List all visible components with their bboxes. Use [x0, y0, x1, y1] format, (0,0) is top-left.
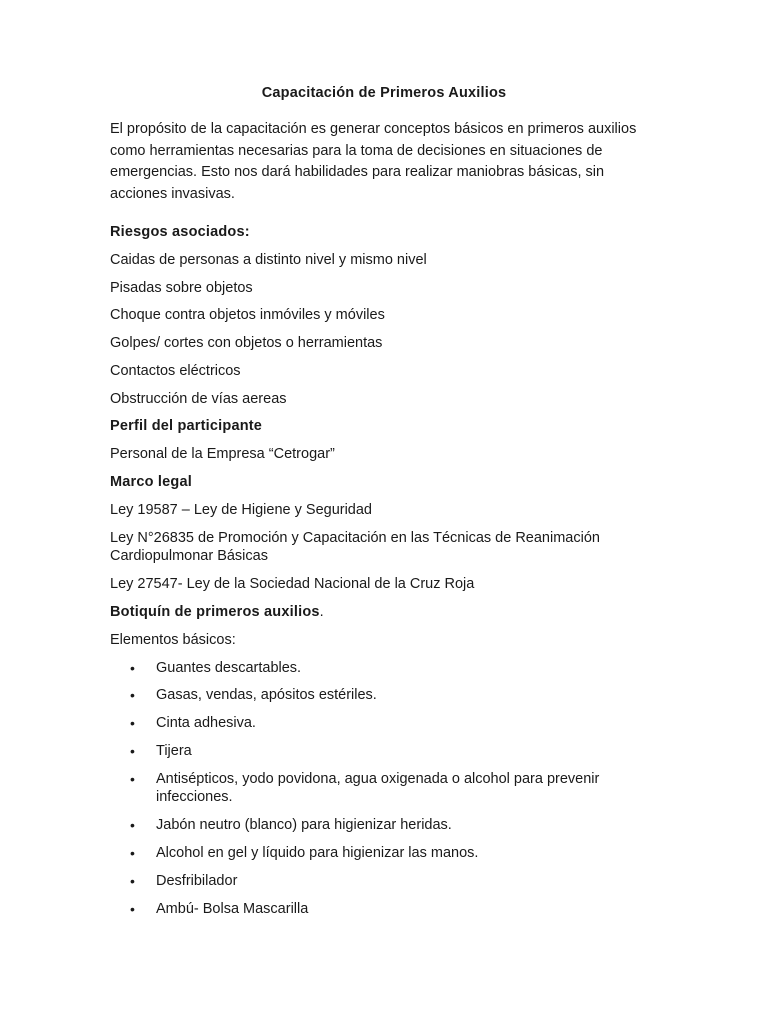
botiquin-heading-line: [110, 603, 324, 621]
list-item-text: Antisépticos, yodo povidona, agua oxigenada o alcohol para prevenir infecciones.: [156, 771, 600, 805]
marco-heading: Marco legal: [110, 474, 192, 490]
list-item-text: Guantes descartables.: [156, 660, 302, 676]
bullet-icon: •: [130, 715, 135, 731]
list-item-text: Jabón neutro (blanco) para higienizar heridas.: [156, 817, 452, 833]
bullet-icon: •: [130, 901, 135, 917]
bullet-icon: •: [130, 817, 135, 833]
riesgos-heading: Riesgos asociados:: [110, 224, 250, 240]
list-item-text: Cinta adhesiva.: [156, 715, 256, 731]
riesgo-item: Pisadas sobre objetos: [110, 280, 253, 296]
list-item-text: Desfribilador: [156, 873, 238, 889]
botiquin-heading: Botiquín de primeros auxilios: [110, 604, 320, 620]
bullet-icon: •: [130, 771, 135, 787]
bullet-icon: •: [130, 687, 135, 703]
intro-paragraph: El propósito de la capacitación es generar conceptos básicos en primeros auxilios como herramientas necesarias para la toma de decisiones en situaciones de emergencias. Esto nos dará habilidades para realizar maniobras básicas, sin acciones invasivas.: [110, 121, 637, 202]
riesgo-item: Choque contra objetos inmóviles y móviles: [110, 307, 385, 323]
riesgo-item: Golpes/ cortes con objetos o herramientas: [110, 335, 383, 351]
riesgo-item: Obstrucción de vías aereas: [110, 391, 287, 407]
botiquin-heading-suffix: .: [319, 604, 324, 620]
bullet-icon: •: [130, 660, 135, 676]
marco-item: Ley 19587 – Ley de Higiene y Seguridad: [110, 502, 372, 518]
riesgo-item: Contactos eléctricos: [110, 363, 241, 379]
list-item-text: Alcohol en gel y líquido para higienizar las manos.: [156, 845, 479, 861]
list-item-text: Tijera: [156, 743, 192, 759]
perfil-heading: Perfil del participante: [110, 418, 263, 434]
bullet-icon: •: [130, 743, 135, 759]
bullet-icon: •: [130, 873, 135, 889]
list-item-text: Ambú- Bolsa Mascarilla: [156, 901, 309, 917]
document-title: Capacitación de Primeros Auxilios: [261, 85, 507, 101]
bullet-icon: •: [130, 845, 135, 861]
marco-item: Ley N°26835 de Promoción y Capacitación en las Técnicas de Reanimación Cardiopulmonar Básicas: [110, 530, 600, 564]
botiquin-subheading: Elementos básicos:: [110, 632, 236, 648]
riesgo-item: Caidas de personas a distinto nivel y mismo nivel: [110, 252, 427, 268]
perfil-text: Personal de la Empresa “Cetrogar”: [110, 446, 335, 462]
marco-item: Ley 27547- Ley de la Sociedad Nacional de la Cruz Roja: [110, 576, 475, 592]
list-item-text: Gasas, vendas, apósitos estériles.: [156, 687, 377, 703]
